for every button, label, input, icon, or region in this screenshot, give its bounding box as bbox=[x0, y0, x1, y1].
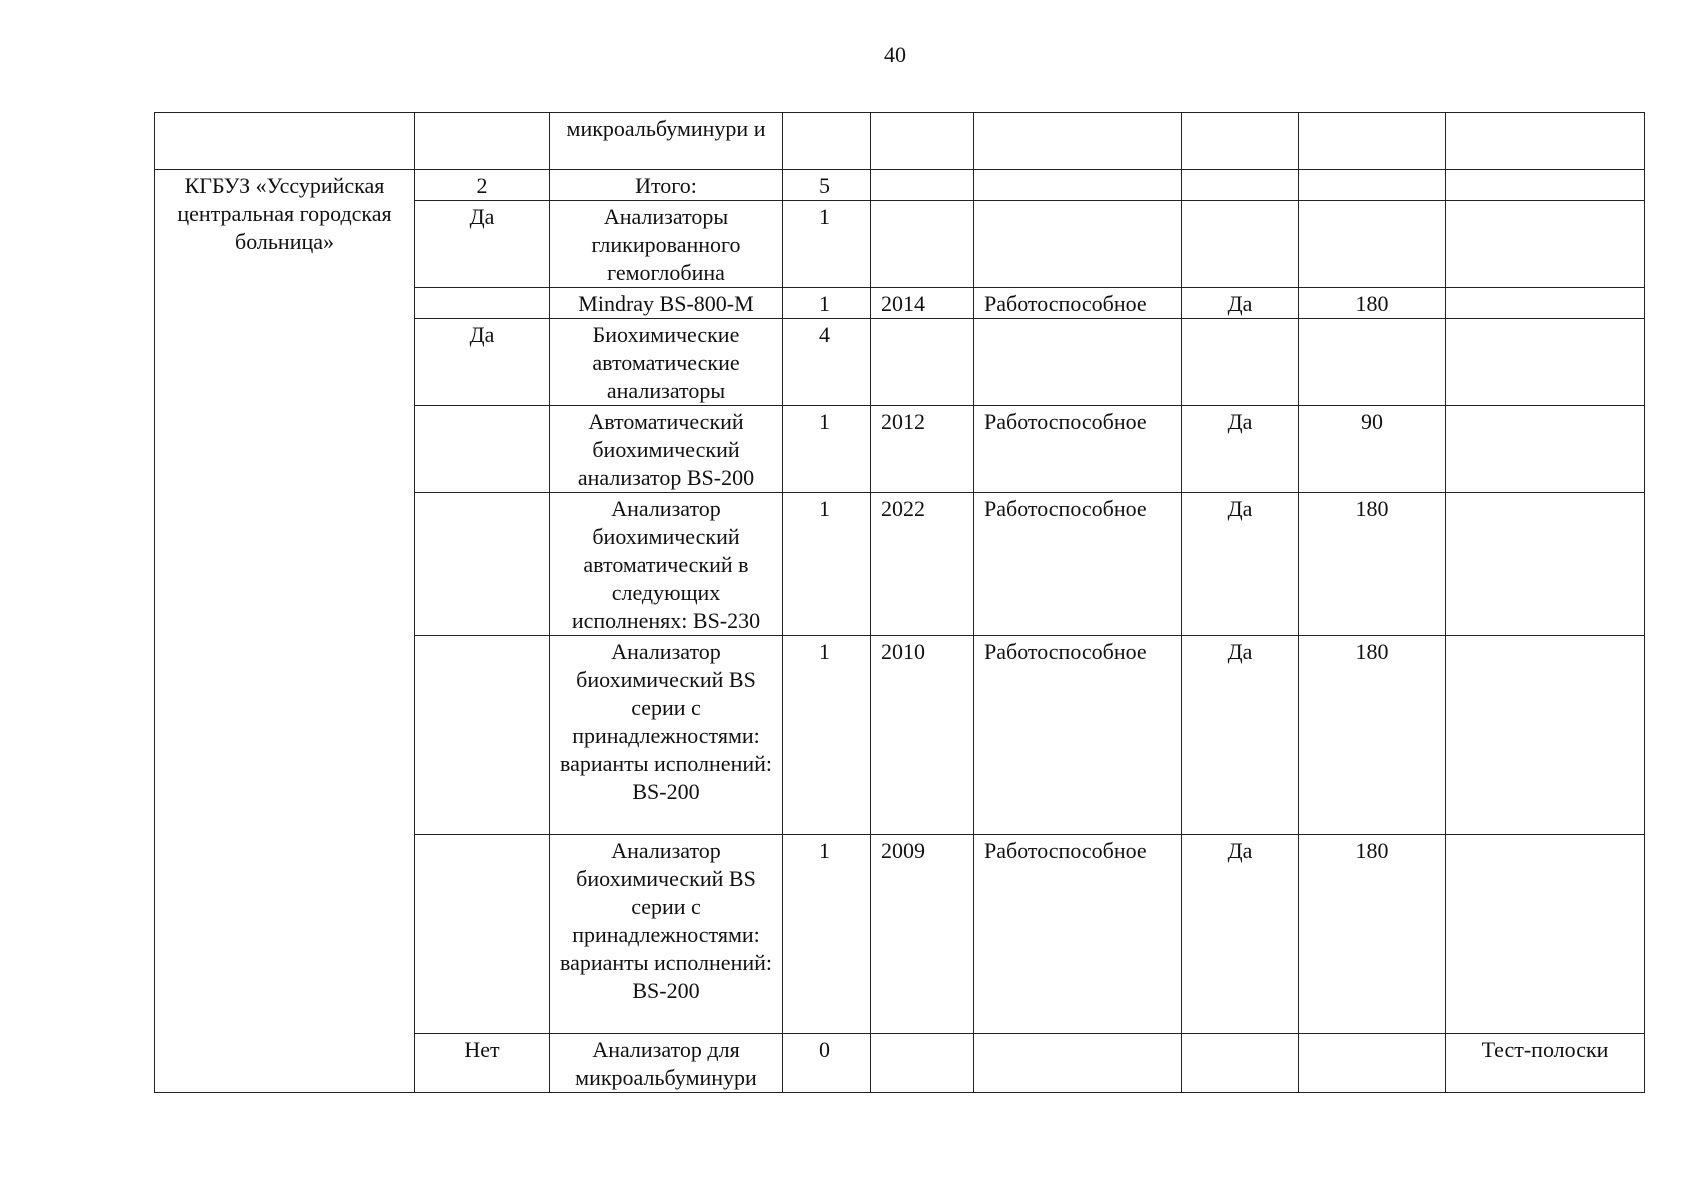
name-cell: Итого: bbox=[550, 170, 783, 201]
in-use-cell bbox=[1182, 1034, 1299, 1093]
flag-cell bbox=[415, 406, 550, 493]
note-cell bbox=[1446, 406, 1645, 493]
flag-cell bbox=[415, 113, 550, 170]
count-cell: 0 bbox=[783, 1034, 871, 1093]
name-cell: Анализатор биохимический BS серии с принадлежностями: варианты исполнений: BS-200 bbox=[550, 835, 783, 1034]
in-use-cell bbox=[1182, 113, 1299, 170]
org-name-cell: КГБУЗ «Уссурийская центральная городская больница» bbox=[155, 170, 415, 1093]
note-cell bbox=[1446, 288, 1645, 319]
days-cell: 180 bbox=[1299, 493, 1446, 636]
note-cell bbox=[1446, 493, 1645, 636]
name-cell: Анализаторы гликированного гемоглобина bbox=[550, 201, 783, 288]
name-cell: Анализатор для микроальбуминури bbox=[550, 1034, 783, 1093]
in-use-cell: Да bbox=[1182, 406, 1299, 493]
count-cell bbox=[783, 113, 871, 170]
in-use-cell bbox=[1182, 319, 1299, 406]
year-cell: 2014 bbox=[871, 288, 974, 319]
note-cell: Тест-полоски bbox=[1446, 1034, 1645, 1093]
status-cell: Работоспособное bbox=[974, 493, 1182, 636]
note-cell bbox=[1446, 636, 1645, 835]
days-cell bbox=[1299, 113, 1446, 170]
flag-cell bbox=[415, 636, 550, 835]
count-cell: 1 bbox=[783, 636, 871, 835]
count-cell: 1 bbox=[783, 201, 871, 288]
year-cell: 2022 bbox=[871, 493, 974, 636]
status-cell: Работоспособное bbox=[974, 835, 1182, 1034]
name-cell: Mindray BS-800-M bbox=[550, 288, 783, 319]
status-cell bbox=[974, 319, 1182, 406]
flag-cell: Да bbox=[415, 201, 550, 288]
year-cell bbox=[871, 113, 974, 170]
year-cell bbox=[871, 201, 974, 288]
count-cell: 1 bbox=[783, 288, 871, 319]
in-use-cell: Да bbox=[1182, 288, 1299, 319]
days-cell bbox=[1299, 1034, 1446, 1093]
year-cell bbox=[871, 170, 974, 201]
page-number: 40 bbox=[884, 42, 906, 67]
name-cell: Биохимические автоматические анализаторы bbox=[550, 319, 783, 406]
equipment-table bbox=[154, 112, 1645, 1093]
name-cell: Анализатор биохимический BS серии с принадлежностями: варианты исполнений: BS-200 bbox=[550, 636, 783, 835]
note-cell bbox=[1446, 170, 1645, 201]
year-cell: 2010 bbox=[871, 636, 974, 835]
days-cell: 90 bbox=[1299, 406, 1446, 493]
in-use-cell: Да bbox=[1182, 835, 1299, 1034]
days-cell: 180 bbox=[1299, 636, 1446, 835]
note-cell bbox=[1446, 835, 1645, 1034]
flag-cell bbox=[415, 835, 550, 1034]
year-cell: 2009 bbox=[871, 835, 974, 1034]
in-use-cell: Да bbox=[1182, 493, 1299, 636]
days-cell bbox=[1299, 170, 1446, 201]
org-cell bbox=[155, 113, 415, 170]
note-cell bbox=[1446, 201, 1645, 288]
count-cell: 1 bbox=[783, 406, 871, 493]
status-cell bbox=[974, 113, 1182, 170]
flag-cell bbox=[415, 288, 550, 319]
note-cell bbox=[1446, 319, 1645, 406]
name-cell: Автоматический биохимический анализатор BS-200 bbox=[550, 406, 783, 493]
status-cell: Работоспособное bbox=[974, 406, 1182, 493]
days-cell bbox=[1299, 201, 1446, 288]
count-cell: 4 bbox=[783, 319, 871, 406]
count-cell: 1 bbox=[783, 835, 871, 1034]
flag-cell: Да bbox=[415, 319, 550, 406]
in-use-cell: Да bbox=[1182, 636, 1299, 835]
status-cell bbox=[974, 170, 1182, 201]
status-cell bbox=[974, 1034, 1182, 1093]
status-cell: Работоспособное bbox=[974, 288, 1182, 319]
count-cell: 5 bbox=[783, 170, 871, 201]
flag-cell bbox=[415, 493, 550, 636]
in-use-cell bbox=[1182, 201, 1299, 288]
name-cell: микроальбуминури и bbox=[550, 113, 783, 170]
in-use-cell bbox=[1182, 170, 1299, 201]
count-cell: 1 bbox=[783, 493, 871, 636]
table-row bbox=[155, 113, 1645, 170]
days-cell: 180 bbox=[1299, 288, 1446, 319]
flag-cell: Нет bbox=[415, 1034, 550, 1093]
days-cell: 180 bbox=[1299, 835, 1446, 1034]
table-row bbox=[155, 170, 1645, 201]
year-cell: 2012 bbox=[871, 406, 974, 493]
days-cell bbox=[1299, 319, 1446, 406]
flag-cell: 2 bbox=[415, 170, 550, 201]
year-cell bbox=[871, 319, 974, 406]
status-cell: Работоспособное bbox=[974, 636, 1182, 835]
year-cell bbox=[871, 1034, 974, 1093]
note-cell bbox=[1446, 113, 1645, 170]
name-cell: Анализатор биохимический автоматический в следующих исполненях: BS-230 bbox=[550, 493, 783, 636]
status-cell bbox=[974, 201, 1182, 288]
